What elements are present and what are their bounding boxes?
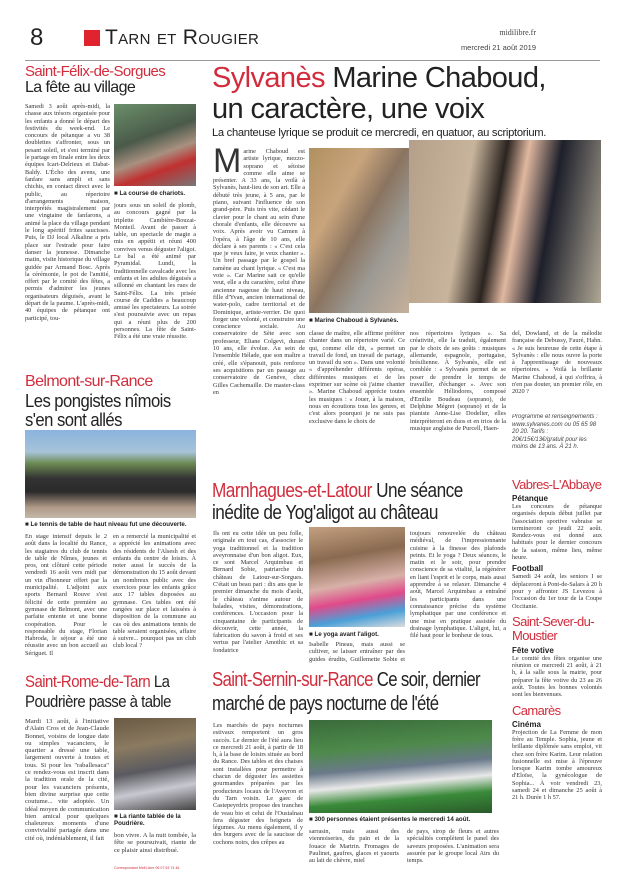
- marnhagues-col1: Ils ont eu cette idée un peu folle, originale en tout cas, d'associer le yoga traditionnel et la tradition aveyronnaise d'un bon aligot. Eux, ce sont Marcel Arquimbau et Bernard Sobie, patriarche du château de Latour-sur-Sorgues. C'était un beau pari : dix ans que le premier dimanche du mois d'août, le château s'anime autour de balades, visites, démonstrations, conférences. L'occasion pour la cinquantaine de participants de découvrir, cette année, la fabrication du savon à froid et ses vertus par l'atelier Amothic et sa fondatrice: [213, 530, 303, 654]
- sylvanes-col2: classe de maître, elle affirme préférer chanter dans un répertoire varié. Ce qui, comme elle dit, « permet un travail de fond, un travail de partage, un travail du son ». Dans une volonté « d'appréhender différents opéras, différentes musiques et de les exprimer sur scène où j'aime chanter ». Marine Chaboud apprécie toutes les musiques : « Jouer, à la maison, nous en écoutions tous les genres, et c'est alors pourquoi je ne suis pas exclusive dans le choix de: [309, 330, 405, 425]
- yoga-photo: [309, 527, 405, 627]
- sernin-title-b: marché de pays nocturne de l'été: [212, 693, 439, 715]
- sylvanes-title-a: Marine Chaboud,: [332, 62, 546, 94]
- sylvanes-col1-text: arine Chaboud est artiste lyrique, mezzo-soprano et sétoise comme elle aime se présenter. A 33 ans, la voilà à Sylvanès, haut-lieu de son art. Elle a débuté très jeune, à 5 ans, par le piano, suivant l'influence de son grand-père. Puis très vite, cédant le clavier pour le chant au sein d'une chorale d'enfants, elle découvre sa voix. Après avoir vu Carmen à l'opéra, à l'âge de 10 ans, elle déclare à ses parents : « C'est cela que je veux faire, je veux chanter ». Un bref passage par le gospel la ramène au chant lyrique. « C'est ma voie ». Car Marine sait ce qu'elle veut, elle a du caractère, celui d'une ancienne nageuse de haut niveau, fille d'Yvan, ancien international de water-polo, cadre territorial et de Dominique, artiste-verrier. De quoi forger une volonté, et construire une conscience sociale. Au conservatoire de Sète avec son professeur, Eliane Colgevi, durant 10 ans, elle évolue. Au sein de l'ensemble Hélade, que son maître a créé, elle s'épanouit, puis renforce ses acquisitions par un passage au conservatoire de Genève, chez Gilles Cachemaille. De master-class en: [213, 148, 305, 396]
- rome-correspondent: Correspondant Midi Libre 06 07 63 74 46: [114, 866, 180, 870]
- sylvanes-info: Programme et renseignements : www.sylvanes.com ou 05 65 98 20 20. Tarifs : 20€/15€/13€/gratuit pour les moins de 13 ans. À 21 h.: [512, 414, 598, 450]
- sever-h1: Fête votive: [512, 645, 554, 655]
- belmont-place: Belmont-sur-Rance: [25, 373, 153, 390]
- felix-col2: jours sous un soleil de plomb, au concours gagné par la triplette Cambière-Bouzat-Monteil. Avant de passer à table, un spectacle de magie a mis en appétit et réuni 400 convives venus déguster l'aligot. Le bal a été animé par Pyramidal. Lundi, la traditionnelle cavalcade avec les enfants et les adultes déguisés a sillonné en chantant les rues de Saint-Félix. La très prisée course de Caddies a beaucoup amusé les spectateurs. La soirée s'est poursuivie avec un repas qui a réuni plus de 200 personnes. La fête de Saint-Félix a été une vraie réussite.: [114, 202, 196, 341]
- camares-h1: Cinéma: [512, 719, 541, 729]
- sernin-col1: Les marchés de pays nocturnes estivaux remportent un gros succès. Le dernier de l'été aura lieu ce mercredi 21 août, à partir de 18 h, à la base de loisirs située au bord du Rance. Des tables et des chaises sont installées pour permettre à chacun de déguster les assiettes gourmandes préparées par les producteurs locaux de l'Aveyron et du Tarn voisin. Le gaec de Castepeyrdrix propose des tranches de veau bio et celui de l'Oustalnau fera déguster des beignets de légumes. Au menu également, il y des burgers avec de la saucisse de cochons noirs, des crêpes au: [213, 722, 303, 846]
- belmont-photo: [25, 430, 196, 518]
- header-rule: [25, 60, 600, 61]
- page-number: 8: [30, 24, 43, 51]
- sever-t1: Le comité des fêtes organise une réunion ce mercredi 21 août, à 21 h, à la salle sous la mairie, pour préparer la fête votive du 23 au 26 août. Toutes les bonnes volontés sont les bienvenues.: [512, 654, 602, 699]
- section-title: Tarn et Rougier: [105, 26, 260, 49]
- sylvanes-title: [212, 63, 546, 125]
- belmont-title: Les pongistes nîmois s'en sont allés: [25, 390, 171, 430]
- vabres-t2: Samedi 24 août, les seniors I se déplaceront à Pont-de-Salars à 20 h pour y affronter JS Levezou à l'occasion du 1er tour de la Coupe Occitanie.: [512, 573, 602, 610]
- marnhagues-title-a: Une séance: [376, 480, 463, 502]
- marnhagues-caption: ■ Le yoga avant l'aligot.: [309, 631, 405, 638]
- belmont-col2: en a remercié la municipalité et a apprécié les animations avec des résidents de l'Alsesh et des enfants du centre de loisirs. À noter aussi le succès de la démonstration du 15 août devant un nombreux public avec des exercices pour les enfants grâce aux 17 tables disposées au gymnase. Ces tables ont été rangées sur place et laissées à disposition de la commune au cas où des animations tennis de table seraient organisées, affaire à suivre... pourquoi pas un club club local ?: [113, 533, 196, 650]
- sylvanes-col4: del, Dowland, et de la mélodie française de Debussy, Fauré, Hahn. « Je suis heureuse de cette étape à Sylvanès : elle nous ouvre la porte à l'apprentissage de nouveaux répertoires. » Voilà la brillante Marine Chaboud, à qui s'offrira, à n'en pas douter, un premier rôle, en 2020 ?: [512, 330, 602, 396]
- rome-title-b: Poudrière passe à table: [25, 692, 171, 711]
- felix-col1: Samedi 3 août après-midi, la chasse aux trésors organisée pour les enfants a donné le départ des festivités du week-end. Le concours de pétanque a vu 38 doublettes s'affronter, sous un pesant soleil, et s'est terminé par le partage en finale entre les deux équipes Icart-Delrieux et Dabat-Baldy. L'Écho des avens, une fanfare sans ampli et sans chichis, en contact direct avec le public, au répertoire d'arrangements maison, interprétés magistralement par une vingtaine de fanfarons, a animé la place du village pendant le long apéritif frites saucisses. Puis, le DJ local Alkaline a pris place sur l'estrade pour faire danser la jeunesse. Dimanche matin, visite historique du village guidée par Armand Bosc. Après la cérémonie, le pot de l'amitié, offert par le comité des fêtes, a permis d'admirer les jeunes organisateurs déguisés, avant le départ de la paume. L'après-midi, 40 équipes de pétanque ont participé, tou-: [25, 103, 110, 322]
- briefs-column: [512, 478, 602, 802]
- sylvanes-title-b: un caractère, une voix: [212, 93, 485, 125]
- vabres-h1: Pétanque: [512, 494, 549, 503]
- market-photo: [309, 720, 492, 813]
- sernin-col3: de pays, sirop de fleurs et autres spécialités complètent le panel des saveurs proposées. L'animation sera assurée par le groupe local Airs du temps.: [407, 828, 499, 865]
- sernin-place: Saint-Sernin-sur-Rance: [212, 669, 373, 691]
- felix-photo: [114, 104, 196, 186]
- marine-chaboud-photo: [409, 140, 601, 303]
- vabres-t1: Les concours de pétanque organisés depuis début juillet par l'association sportive vabraise se termineront ce jeudi 22 août. Rendez-vous est donné aux habitués pour le dernier concours de la saison, même lieu, même heure.: [512, 503, 602, 562]
- site-name: midilibre.fr: [499, 28, 536, 37]
- vabres-h2: Football: [512, 564, 544, 574]
- belmont-col1: En stage intensif depuis le 2 août dans la localité du Rance, les stagiaires du club de tennis de table de Nîmes, jeunes et pros, ont clôturé cette période vendredi 16 août vers midi par un vin d'honneur offert par la municipalité. L'adjoint aux sports Bernard Rouve s'est félicité de cette première au gymnase de Belmont, avec une parfaite entente et une bonne coopération. Pour le responsable du stage, Florian Habroda, le séjour a été une réussite avec un bon accueil au Sériguet. Il: [25, 533, 107, 657]
- sever-place: Saint-Sever-du-Moustier: [512, 613, 595, 643]
- marnhagues-title: [212, 480, 463, 524]
- camares-place: Camarès: [512, 702, 561, 718]
- sernin-title: [212, 668, 480, 716]
- scriptorium-photo: [309, 148, 409, 313]
- sylvanes-subtitle: La chanteuse lyrique se produit ce mercredi, en quatuor, au scriptorium.: [212, 127, 547, 139]
- sernin-caption: ■ 300 personnes étaient présentes le mercredi 14 août.: [309, 816, 499, 823]
- sylvanes-place: Sylvanès: [212, 62, 325, 94]
- rome-title: [25, 672, 171, 712]
- sylvanes-col1: [213, 148, 305, 476]
- rome-caption: ■ La riante tablée de la Poudrière.: [114, 813, 196, 827]
- sylvanes-caption: ■ Marine Chaboud à Sylvanès.: [309, 317, 429, 324]
- marnhagues-title-b: inédite de Yog'aligot au château: [212, 502, 438, 524]
- sylvanes-col3: nos répertoires lyriques ». Sa créativité, elle la traduit, également par le choix de ses goûts : musiques allemande, espagnole, portugaise, brésilienne. À Sylvanès, elle est comblée : « Sylvanès permet de se poser de prendre le temps de travailler, d'échanger ». Avec son ensemble Héliodores, composé d'Emilie Boudeau (soprano), de Delphine Mégret (soprano) et de la pianiste Anne-Lise Dodelier, elles interprèteront en duos et en trios de la musique anglaise de Purcell, Haen-: [410, 330, 506, 432]
- marnhagues-col3: toujours renouvelée du château médiéval, de l'impressionnante cuisine à la finesse des plafonds peints. Et le yoga ? Deux séances, le matin et le soir, pour prendre conscience de sa vitalité, la régénérer en liant l'esprit et le corps, mais aussi apprendre à se relaxer. Dimanche 4 août, Marcel Arquimbau a entraîné les participants dans une connaissance précise du système lymphatique par une conférence et une mise en pratique assistée du drainage lymphatique. L'aligot, lui, a filé haut pour le bonheur de tous.: [410, 530, 506, 640]
- rome-title-a: La: [153, 672, 170, 691]
- belmont-caption: ■ Le tennis de table de haut niveau fut une découverte.: [25, 521, 197, 528]
- sernin-col2: sarrasin, mais aussi des viennoiseries, du pain et de la fouace de Martrin. Fromages de Paulinet, gaufres, glaces et yaourts au lait de chèvre, miel: [309, 828, 399, 865]
- felix-caption: ■ La course de chariots.: [114, 190, 196, 197]
- camares-t1: Projection de La Femme de mon frère au Temple. Sophia, jeune et brillante diplômée sans emploi, vit chez son frère Karim. Leur relation fusionnelle est mise à l'épreuve lorsque Karim tombe amoureux d'Eloïse, la gynécologue de Sophia... À voir vendredi 23, samedi 24 et dimanche 25 août à 21 h. Durée 1 h 57.: [512, 728, 602, 802]
- marnhagues-col2: Isabelle Pineau, mais aussi se cultiver, se laisser entraîner par des guides érudits, Guillemette Sobie et: [309, 641, 405, 663]
- marnhagues-place: Marnhagues-et-Latour: [212, 480, 372, 502]
- rome-place: Saint-Rome-de-Tarn: [25, 672, 151, 691]
- felix-place: Saint-Félix-de-Sorgues: [25, 63, 166, 80]
- vabres-place: Vabres-L'Abbaye: [512, 477, 602, 492]
- felix-title: La fête au village: [25, 79, 136, 96]
- dropcap: M: [213, 148, 242, 180]
- issue-date: mercredi 21 août 2019: [460, 43, 536, 52]
- rome-col1: Mardi 13 août, à l'initiative d'Alain Cros et de Jean-Claude Bonnet, voisins de longue date ou simples vacanciers, le quartier a dressé une table, largement ouverte à toutes et tous. Si pour les "raballesaca" ce rendez-vous est inscrit dans la tradition orale de la cité, pour les vacanciers présents, bien divine surprise que cette coutume... vite adoptée. Un idéal moyen de communication bien amical pour quelques chaleureux moments d'une convivialité partagée dans une cité où, indéniablement, il fait: [25, 718, 109, 842]
- section-marker: [84, 30, 100, 46]
- rome-photo: [114, 718, 196, 810]
- rome-col2: bon vivre. A la nuit tombée, la fête se poursuivait, riante de ce plaisir ainsi distribué.: [114, 832, 196, 854]
- sernin-title-a: Ce soir, dernier: [376, 669, 480, 691]
